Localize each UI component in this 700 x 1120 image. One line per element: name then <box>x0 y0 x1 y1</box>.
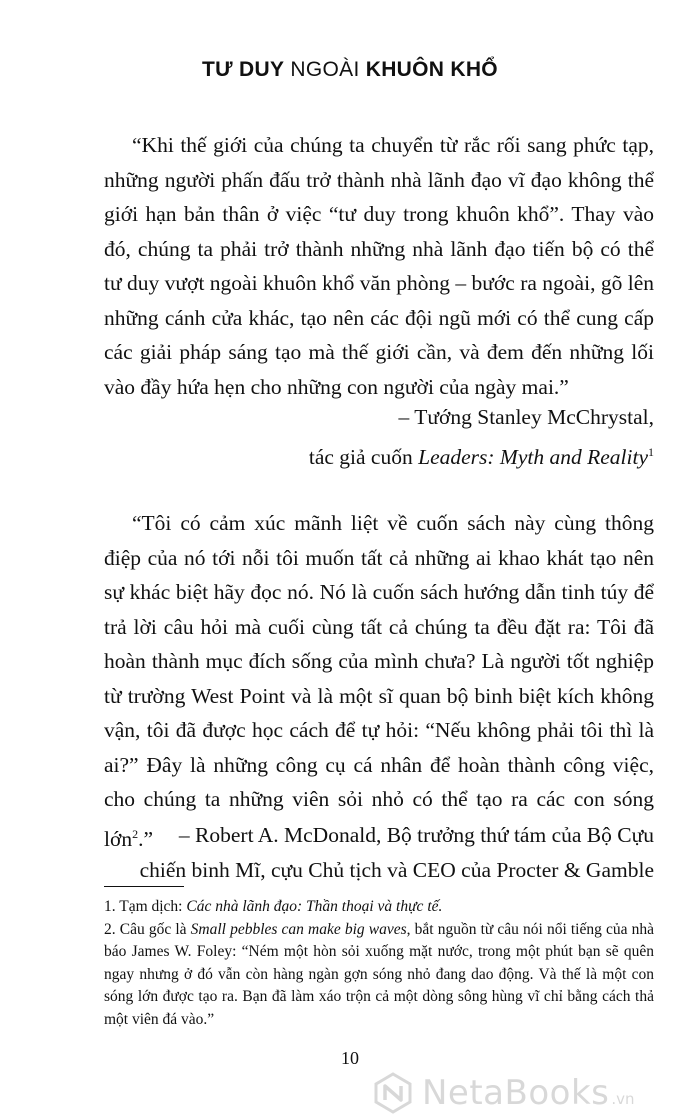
footnote-2 <box>104 919 654 1032</box>
footnote-1 <box>104 896 654 919</box>
attribution-mcchrystal-name: – Tướng Stanley McChrystal, <box>398 405 654 429</box>
attribution-book-title: Leaders: Myth and Reality <box>418 444 648 469</box>
footnote-divider <box>104 886 184 887</box>
quote-mcdonald-text <box>104 506 654 856</box>
quote-mcchrystal <box>104 128 654 404</box>
page-number: 10 <box>341 1048 359 1068</box>
netabooks-logo-icon <box>372 1072 414 1114</box>
watermark-suffix: .vn <box>611 1090 635 1108</box>
footnote-1-prefix: 1. Tạm dịch: <box>104 898 187 915</box>
footnote-1-italic: Các nhà lãnh đạo: Thần thoại và thực tế. <box>186 898 443 915</box>
quote-mcchrystal-text: “Khi thế giới của chúng ta chuyển từ rắc rối sang phức tạp, những người phấn đấu trở thành nhà lãnh đạo vĩ đạo không thể giới hạn bản thân ở việc “tư duy trong khuôn khổ”. Thay vào đó, chúng ta phải trở thành những nhà lãnh đạo tiến bộ có thể tư duy vượt ngoài khuôn khổ văn phòng – bước ra ngoài, gõ lên những cánh cửa khác, tạo nên các đội ngũ mới có thể cung cấp các giải pháp sáng tạo mà thế giới cần, và đem đến những lối vào đầy hứa hẹn cho những con người của ngày mai.” <box>104 133 654 399</box>
attribution-book-prefix: tác giả cuốn <box>308 444 419 469</box>
quote-mcdonald-end: .” <box>138 826 154 851</box>
attribution-mcdonald-line2: chiến binh Mĩ, cựu Chủ tịch và CEO của Procter & Gamble <box>139 857 654 882</box>
watermark-brand: NetaBooks <box>422 1073 610 1113</box>
attribution-mcdonald <box>60 818 654 887</box>
header-bold-2: KHUÔN KHỔ <box>365 58 498 81</box>
watermark <box>372 1070 692 1116</box>
footnote-2-rest: , bắt nguồn từ câu nói nổi tiếng của nhà báo James W. Foley: “Ném một hòn sỏi xuống mặt nước, trong một phút bạn sẽ quên ngay nhưng ở đó vẫn còn hàng ngàn gợn sóng nhỏ đang dao động. Và thế là một con sóng lớn được tạo ra. Bạn đã làm xáo trộn cả một dòng sông hùng vĩ chỉ bằng cách thả một viên đá vào.” <box>104 920 654 1028</box>
attribution-mcdonald-line1: – Robert A. McDonald, Bộ trưởng thứ tám của Bộ Cựu <box>178 823 654 847</box>
footnotes <box>104 896 654 1031</box>
quote-mcdonald <box>104 506 654 856</box>
footnote-ref-2: 2 <box>132 826 139 841</box>
footnote-ref-1: 1 <box>648 444 654 459</box>
header-light: NGOÀI <box>284 58 366 81</box>
header-bold-1: TƯ DUY <box>202 58 285 81</box>
footnote-2-italic: Small pebbles can make big waves <box>190 920 407 938</box>
quote-mcdonald-main: “Tôi có cảm xúc mãnh liệt về cuốn sách này cùng thông điệp của nó tới nỗi tôi muốn tất cả những ai khao khát tạo nên sự khác biệt hãy đọc nó. Nó là cuốn sách hướng dẫn tinh túy để trả lời câu hỏi mà cuối cùng tất cả chúng ta đều đặt ra: Tôi đã hoàn thành mục đích sống của mình chưa? Là người tốt nghiệp từ trường West Point và là một sĩ quan bộ binh biệt kích không vận, tôi đã được học cách để tự hỏi: “Nếu không phải tôi thì là ai?” Đây là những công cụ cá nhân để hoàn thành công việc, cho chúng ta những viên sỏi nhỏ có thể tạo ra các con sóng lớn <box>104 511 654 851</box>
chapter-header <box>0 58 700 82</box>
attribution-mcchrystal-book <box>309 435 654 475</box>
footnote-2-prefix: 2. Câu gốc là <box>104 920 191 938</box>
attribution-mcchrystal <box>309 400 654 474</box>
